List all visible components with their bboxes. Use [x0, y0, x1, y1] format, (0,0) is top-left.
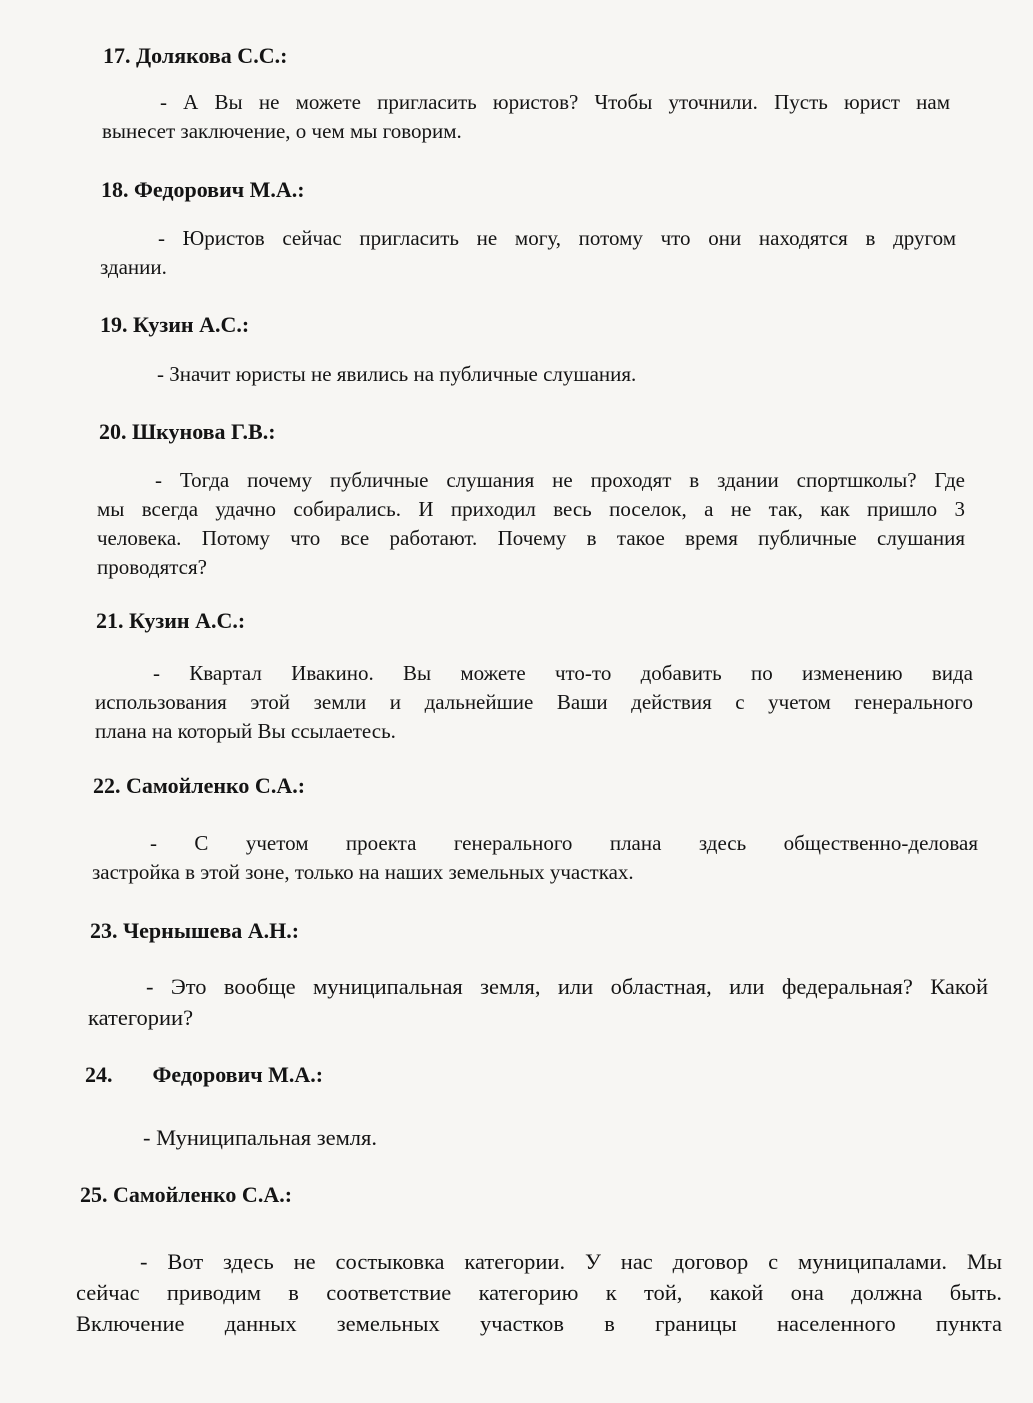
speaker-name: Шкунова Г.В.:	[132, 419, 276, 444]
speaker-heading	[99, 418, 276, 446]
remark	[102, 88, 950, 146]
speaker-heading	[96, 607, 245, 635]
remark-line: Включение данных земельных участков в границы населенного пункта	[76, 1311, 1002, 1336]
entry-number: 23.	[90, 918, 118, 943]
remark-line: - Юристов сейчас пригласить не могу, потому что они находятся в другом	[158, 226, 956, 250]
remark-line: мы всегда удачно собирались. И приходил весь поселок, а не так, как пришло 3	[97, 497, 965, 521]
speaker-heading	[85, 1061, 323, 1089]
remark-line: - Вот здесь не состыковка категории. У нас договор с муниципалами. Мы	[140, 1249, 1002, 1274]
speaker-heading	[100, 311, 249, 339]
entry-number: 20.	[99, 419, 127, 444]
remark	[76, 1246, 1002, 1339]
remark-line: категории?	[88, 1005, 194, 1030]
entry-number: 18.	[101, 177, 129, 202]
remark	[92, 829, 978, 887]
remark	[95, 659, 973, 746]
remark-line: использования этой земли и дальнейшие Ваши действия с учетом генерального	[95, 690, 973, 714]
speaker-name: Кузин А.С.:	[129, 608, 246, 633]
entry-number: 17.	[103, 43, 131, 68]
remark	[97, 466, 965, 582]
remark-line: - Муниципальная земля.	[143, 1125, 378, 1150]
entry-number: 24.	[85, 1062, 113, 1087]
speaker-name: Федорович М.А.:	[152, 1062, 324, 1087]
remark-line: плана на который Вы ссылаетесь.	[95, 719, 396, 743]
remark-line: - Это вообще муниципальная земля, или областная, или федеральная? Какой	[146, 974, 988, 999]
remark-line: вынесет заключение, о чем мы говорим.	[102, 119, 462, 143]
remark-line: - Квартал Ивакино. Вы можете что-то добавить по изменению вида	[153, 661, 973, 685]
remark-line: здании.	[100, 255, 167, 279]
remark	[100, 224, 956, 282]
remark	[143, 1122, 643, 1153]
entry-number: 22.	[93, 773, 121, 798]
speaker-heading	[80, 1181, 292, 1209]
speaker-name: Самойленко С.А.:	[126, 773, 306, 798]
remark-line: - Значит юристы не явились на публичные слушания.	[157, 362, 637, 386]
speaker-name: Чернышева А.Н.:	[123, 918, 300, 943]
remark	[157, 360, 857, 389]
remark-line: сейчас приводим в соответствие категорию к той, какой она должна быть.	[76, 1280, 1002, 1305]
speaker-name: Самойленко С.А.:	[113, 1182, 293, 1207]
remark-line: - Тогда почему публичные слушания не проходят в здании спортшколы? Где	[155, 468, 965, 492]
remark	[88, 971, 988, 1033]
speaker-heading	[103, 42, 287, 70]
speaker-heading	[101, 176, 305, 204]
entry-number: 19.	[100, 312, 128, 337]
remark-line: - С учетом проекта генерального плана здесь общественно-деловая	[150, 831, 978, 855]
remark-line: - А Вы не можете пригласить юристов? Чтобы уточнили. Пусть юрист нам	[160, 90, 950, 114]
speaker-name: Долякова С.С.:	[136, 43, 288, 68]
speaker-heading	[90, 917, 299, 945]
entry-number: 21.	[96, 608, 124, 633]
speaker-name: Кузин А.С.:	[133, 312, 250, 337]
speaker-heading	[93, 772, 305, 800]
remark-line: застройка в этой зоне, только на наших земельных участках.	[92, 860, 634, 884]
entry-number: 25.	[80, 1182, 108, 1207]
speaker-name: Федорович М.А.:	[134, 177, 305, 202]
remark-line: проводятся?	[97, 555, 207, 579]
remark-line: человека. Потому что все работают. Почему в такое время публичные слушания	[97, 526, 965, 550]
